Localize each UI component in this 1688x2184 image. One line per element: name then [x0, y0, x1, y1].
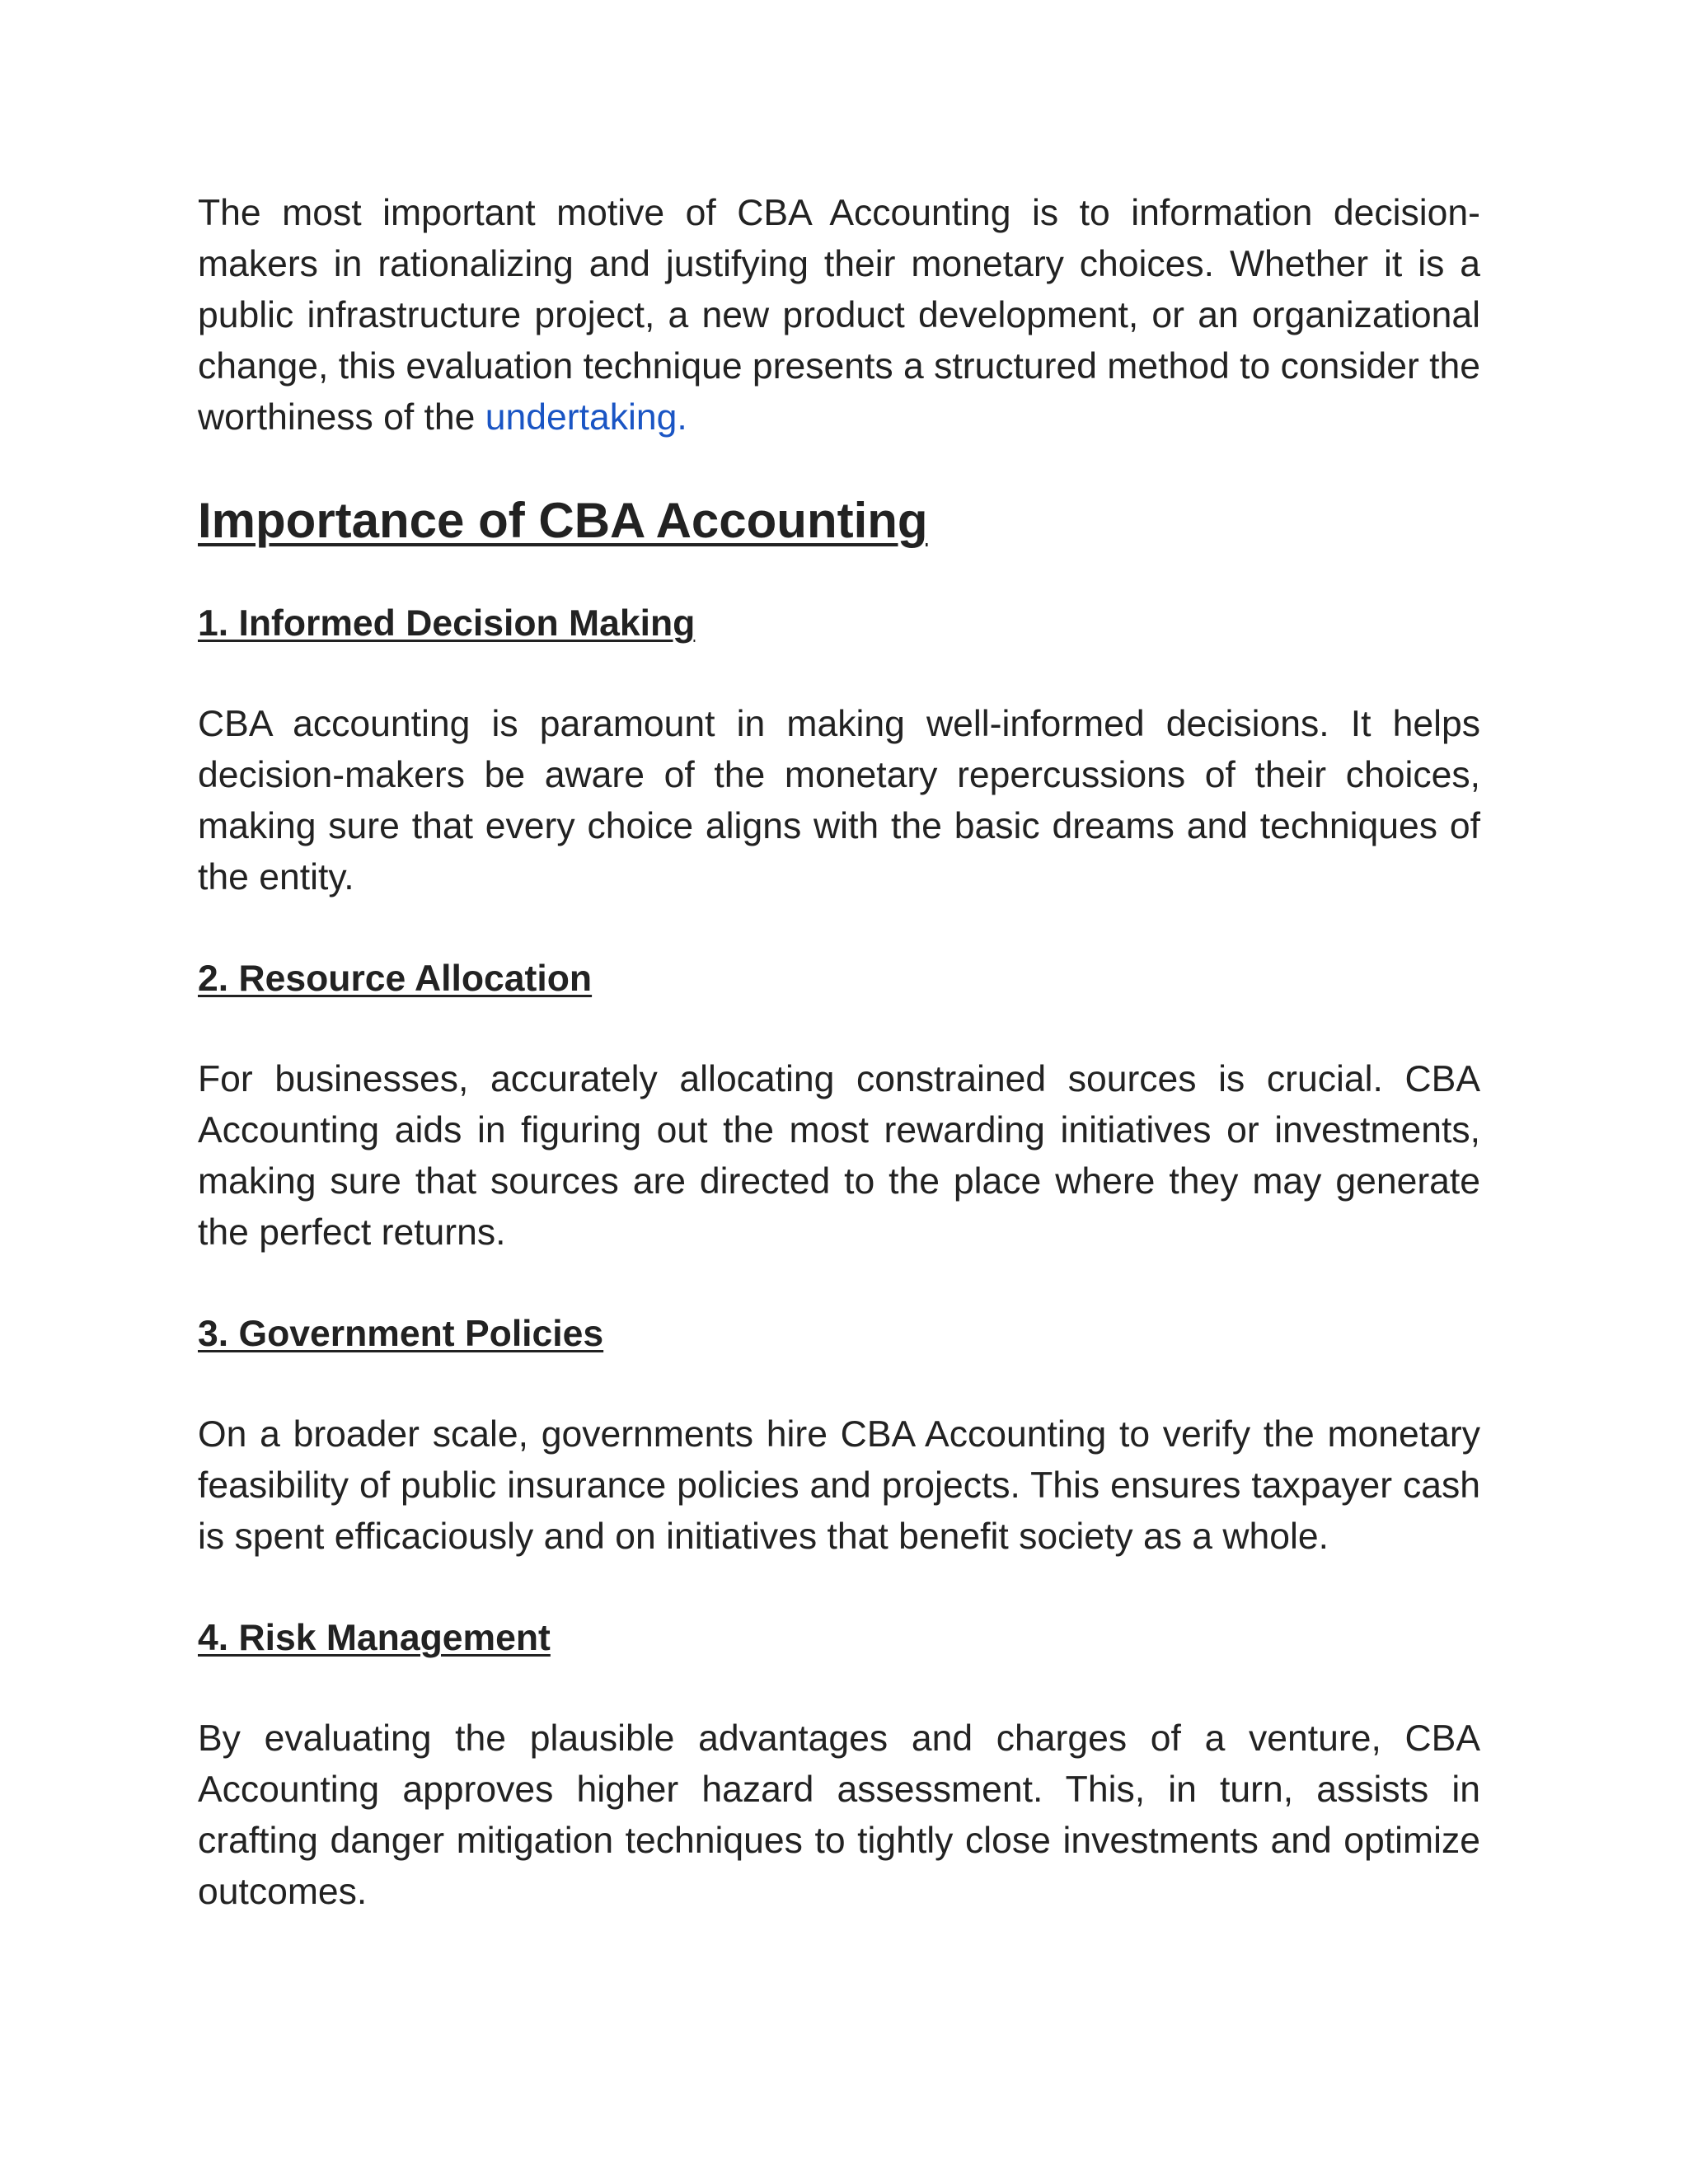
- section-title: Importance of CBA Accounting: [198, 493, 928, 548]
- item-4-body: By evaluating the plausible advantages and charges of a venture, CBA Accounting approves higher hazard assessment. This, in turn, assists in crafting danger mitigation techniques to tightly close investments and optimize outcomes.: [198, 1718, 1480, 1912]
- document-page: [198, 188, 1480, 1918]
- item-3-heading: 3. Government Policies: [198, 1314, 604, 1354]
- item-1-body: CBA accounting is paramount in making well-informed decisions. It helps decision-makers be aware of the monetary repercussions of their choices, making sure that every choice aligns with the basic dreams and techniques of the entity.: [198, 704, 1480, 898]
- item-1-heading: 1. Informed Decision Making: [198, 603, 696, 644]
- item-2-body: For businesses, accurately allocating constrained sources is crucial. CBA Accounting aids in figuring out the most rewarding initiatives or investments, making sure that sources are directed to the place where they may generate the perfect returns.: [198, 1059, 1480, 1253]
- item-2-heading: 2. Resource Allocation: [198, 958, 593, 999]
- undertaking-link[interactable]: undertaking.: [485, 397, 687, 438]
- item-3-body: On a broader scale, governments hire CBA Accounting to verify the monetary feasibility of public insurance policies and projects. This ensures taxpayer cash is spent efficaciously and on initiatives that benefit society as a whole.: [198, 1414, 1480, 1557]
- intro-text: The most important motive of CBA Accounting is to information decision-makers in rationalizing and justifying their monetary choices. Whether it is a public infrastructure project, a new product development, or an organizational change, this evaluation technique presents a structured method to consider the worthiness of the: [198, 193, 1481, 438]
- item-4-heading: 4. Risk Management: [198, 1618, 551, 1658]
- intro-paragraph: [198, 188, 1480, 443]
